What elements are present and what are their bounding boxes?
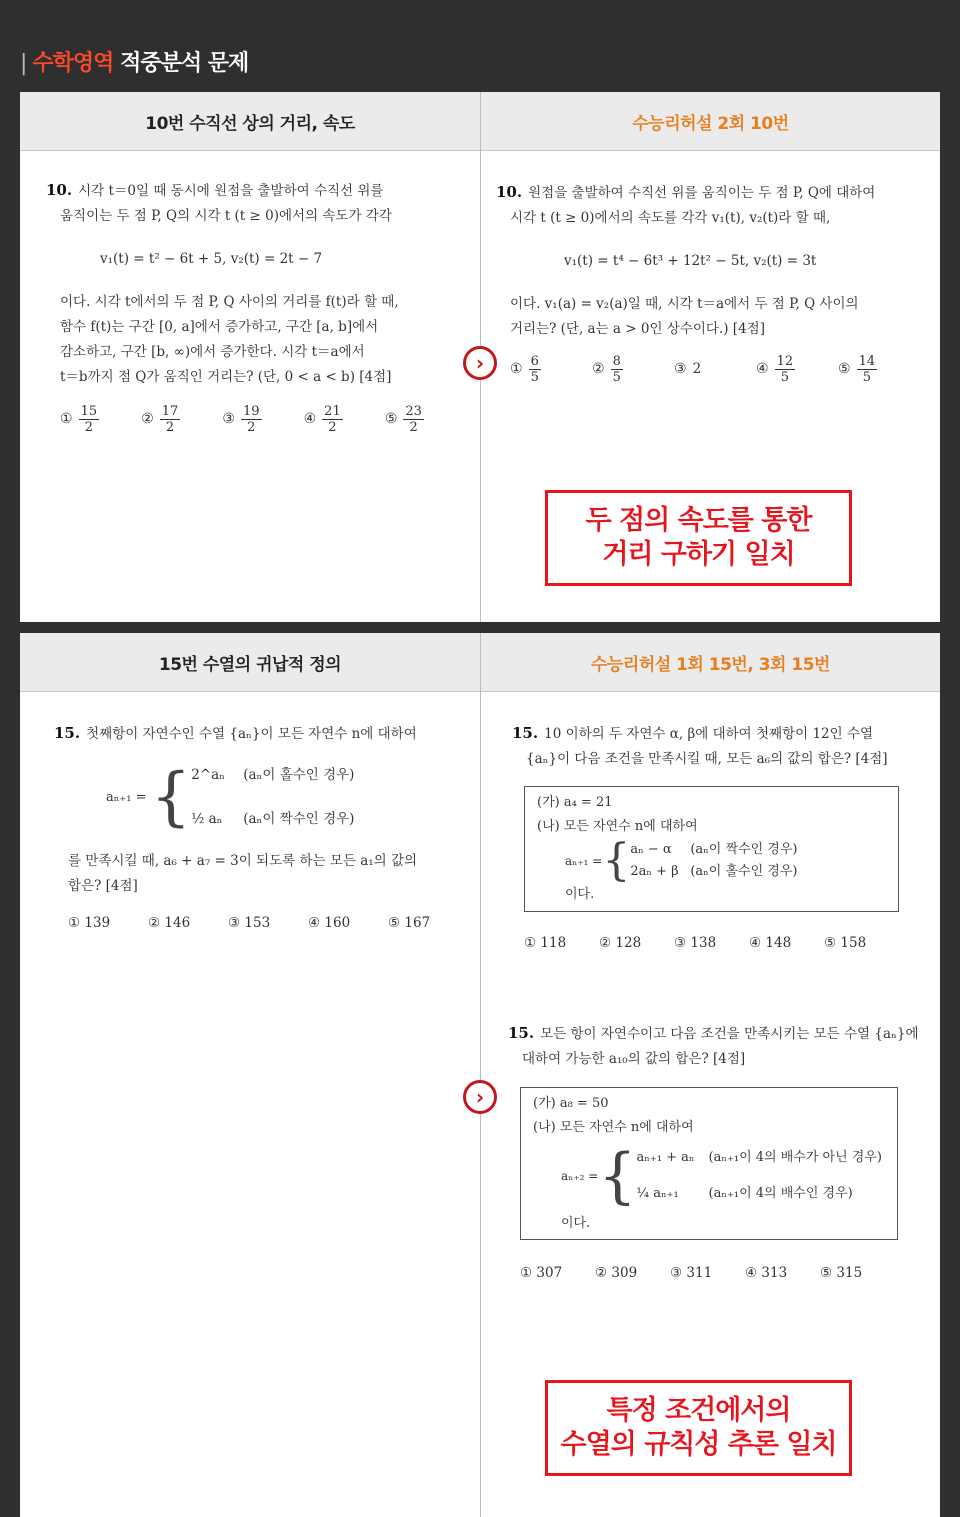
numerator: 14 (858, 354, 876, 369)
question-line: {aₙ}이 다음 조건을 만족시킬 때, 모든 a₆의 값의 합은? [4점] (526, 751, 888, 767)
rehearsal-question-15-a (512, 721, 932, 772)
fraction (403, 404, 424, 435)
formula-lhs: aₙ₊₂ = (561, 1169, 599, 1183)
case-expr: ¼ aₙ₊₁ (636, 1186, 679, 1201)
callout-line: 특정 조건에서의 (606, 1395, 791, 1426)
condition-end: 이다. (565, 887, 595, 902)
answer-choices (54, 911, 474, 936)
fraction (322, 404, 343, 435)
question-line: 를 만족시킬 때, a₆ + a₇ = 3이 되도록 하는 모든 a₁의 값의 (68, 853, 418, 869)
question-line: 이다. v₁(a) = v₂(a)일 때, 시각 t＝a에서 두 점 P, Q 사이의 (510, 296, 859, 312)
case-cond: (aₙ이 홀수인 경우) (243, 767, 355, 783)
condition-line: (가) a₈ = 50 (533, 1096, 609, 1111)
question-line: 함수 f(t)는 구간 [0, a]에서 증가하고, 구간 [a, b]에서 (60, 319, 379, 335)
choice-mark: ② (141, 411, 154, 427)
fraction (241, 404, 262, 435)
question-number: 15. (512, 724, 539, 742)
formula-cases (630, 839, 797, 883)
piecewise-formula (537, 835, 886, 886)
numerator: 15 (80, 404, 98, 419)
answer-choice: ⑤ 158 (824, 935, 867, 951)
callout-line: 두 점의 속도를 통한 (585, 505, 812, 536)
answer-choices (520, 1261, 895, 1286)
question-number: 15. (54, 724, 81, 742)
answer-choice (222, 404, 303, 435)
question-line: 모든 항이 자연수이고 다음 조건을 만족시키는 모든 수열 {aₙ}에 (540, 1026, 919, 1042)
denominator: 5 (780, 370, 789, 385)
choice-mark: ② (592, 361, 605, 377)
title-bar: | (20, 51, 27, 76)
answer-choice: ⑤ 315 (820, 1265, 863, 1281)
numerator: 6 (530, 354, 539, 369)
answer-choices (524, 931, 899, 956)
answer-choice: ② 146 (148, 915, 191, 931)
answer-choice: ③ 311 (670, 1265, 713, 1281)
answer-choice: ④ 160 (308, 915, 351, 931)
choice-mark: ③ (222, 411, 235, 427)
chevron-right-icon: › (463, 346, 497, 380)
answer-choice: ⑤ 167 (388, 915, 431, 931)
question-line: 시각 t (t ≥ 0)에서의 속도를 각각 v₁(t), v₂(t)라 할 때, (510, 210, 831, 226)
denominator: 2 (409, 420, 418, 435)
choice-mark: ⑤ (384, 411, 398, 427)
match-callout (545, 1380, 852, 1476)
denominator: 5 (530, 370, 539, 385)
answer-choices (46, 404, 466, 435)
rehearsal-question-15-b (508, 1021, 938, 1072)
case-expr: aₙ₊₁ + aₙ (636, 1150, 695, 1165)
answer-choice (838, 354, 920, 385)
formula-lhs: aₙ₊₁ = (106, 789, 147, 805)
numerator: 21 (324, 404, 341, 419)
answer-choice: ③ 138 (674, 935, 717, 951)
answer-choices (496, 354, 926, 385)
choice-value: 2 (692, 361, 702, 377)
fraction (611, 354, 623, 385)
choice-mark: ③ (674, 361, 687, 377)
numerator: 23 (405, 404, 422, 419)
choice-mark: ① (60, 411, 73, 427)
case-expr: 2^aₙ (191, 767, 225, 783)
comparison-panel-2 (20, 633, 940, 1517)
case-cond: (aₙ₊₁이 4의 배수가 아닌 경우) (708, 1150, 882, 1165)
answer-choice (510, 354, 592, 385)
answer-choice: ① 307 (520, 1265, 563, 1281)
question-formula: v₁(t) = t² − 6t + 5, v₂(t) = 2t − 7 (100, 251, 323, 267)
brace-icon: { (150, 760, 192, 834)
case-expr: 2aₙ + β (630, 864, 679, 879)
callout-line: 수열의 규칙성 추론 일치 (560, 1429, 837, 1460)
title-accent: 수학영역 (32, 51, 114, 76)
answer-choice (592, 354, 674, 385)
answer-choice: ① 139 (68, 915, 111, 931)
answer-choice: ④ 148 (749, 935, 792, 951)
chevron-right-icon: › (463, 1080, 497, 1114)
answer-choice (60, 404, 141, 435)
answer-choice: ② 128 (599, 935, 642, 951)
condition-line: (나) 모든 자연수 n에 대하여 (533, 1120, 694, 1135)
piecewise-formula (106, 753, 474, 841)
answer-choice (141, 404, 222, 435)
question-line: 움직이는 두 점 P, Q의 시각 t (t ≥ 0)에서의 속도가 각각 (60, 208, 392, 224)
question-number: 10. (496, 183, 523, 201)
question-line: 감소하고, 구간 [b, ∞)에서 증가한다. 시각 t＝a에서 (60, 344, 365, 360)
question-formula: v₁(t) = t⁴ − 6t³ + 12t² − 5t, v₂(t) = 3t (564, 253, 817, 269)
column-divider (480, 633, 481, 1517)
case-cond: (aₙ이 홀수인 경우) (690, 864, 798, 879)
denominator: 2 (328, 420, 337, 435)
fraction (529, 354, 541, 385)
rehearsal-question-header: 수능리허설 2회 10번 (481, 92, 940, 151)
rehearsal-question-header: 수능리허설 1회 15번, 3회 15번 (481, 633, 940, 692)
condition-line: (가) a₄ = 21 (537, 795, 613, 810)
question-line: 10 이하의 두 자연수 α, β에 대하여 첫째항이 12인 수열 (544, 726, 874, 742)
denominator: 2 (84, 420, 93, 435)
question-line: 거리는? (단, a는 a > 0인 상수이다.) [4점] (510, 321, 765, 337)
case-cond: (aₙ₊₁이 4의 배수인 경우) (708, 1186, 853, 1201)
choice-mark: ⑤ (838, 361, 851, 377)
page-title (20, 46, 248, 77)
fraction (160, 404, 181, 435)
answer-choice (385, 404, 466, 435)
question-line: 이다. 시각 t에서의 두 점 P, Q 사이의 거리를 f(t)라 할 때, (60, 294, 399, 310)
brace-icon: { (598, 1141, 637, 1211)
formula-lhs: aₙ₊₁ = (565, 854, 603, 868)
fraction (79, 404, 100, 435)
condition-box (524, 786, 899, 912)
condition-line: (나) 모든 자연수 n에 대하여 (537, 819, 698, 834)
fraction (857, 354, 878, 385)
comparison-panel-1 (20, 92, 940, 622)
question-line: 첫째항이 자연수인 수열 {aₙ}이 모든 자연수 n에 대하여 (86, 726, 417, 742)
answer-choice: ③ 153 (228, 915, 271, 931)
question-number: 15. (508, 1024, 535, 1042)
exam-question-header: 10번 수직선 상의 거리, 속도 (20, 92, 480, 151)
formula-cases (637, 1140, 882, 1212)
numerator: 17 (161, 404, 179, 419)
question-line: 원점을 출발하여 수직선 위를 움직이는 두 점 P, Q에 대하여 (528, 185, 876, 201)
question-line: 합은? [4점] (68, 878, 138, 894)
numerator: 12 (776, 354, 794, 369)
condition-end: 이다. (561, 1216, 591, 1231)
exam-question-10 (46, 178, 466, 435)
answer-choice (756, 354, 838, 385)
case-expr: aₙ − α (630, 842, 672, 857)
callout-line: 거리 구하기 일치 (602, 539, 795, 570)
denominator: 5 (862, 370, 871, 385)
question-number: 10. (46, 181, 73, 199)
match-callout (545, 490, 852, 586)
numerator: 8 (612, 354, 621, 369)
question-line: t＝b까지 점 Q가 움직인 거리는? (단, 0 < a < b) [4점] (60, 369, 392, 385)
answer-choice (674, 354, 756, 385)
numerator: 19 (242, 404, 260, 419)
formula-cases (191, 753, 354, 841)
choice-mark: ④ (303, 411, 317, 427)
piecewise-formula (533, 1140, 885, 1212)
question-line: 대하여 가능한 a₁₀의 값의 합은? [4점] (522, 1051, 746, 1067)
case-cond: (aₙ이 짝수인 경우) (690, 842, 798, 857)
answer-choice: ① 118 (524, 935, 567, 951)
denominator: 2 (247, 420, 256, 435)
case-cond: (aₙ이 짝수인 경우) (243, 811, 355, 827)
brace-icon: { (602, 835, 631, 886)
exam-question-header: 15번 수열의 귀납적 정의 (20, 633, 480, 692)
answer-choice (304, 404, 385, 435)
exam-question-15 (54, 721, 474, 936)
answer-choice: ② 309 (595, 1265, 638, 1281)
denominator: 5 (612, 370, 621, 385)
rehearsal-question-10 (496, 180, 926, 385)
choice-mark: ① (510, 361, 523, 377)
choice-mark: ④ (756, 361, 769, 377)
title-rest: 적중분석 문제 (113, 51, 249, 76)
question-line: 시각 t＝0일 때 동시에 원점을 출발하여 수직선 위를 (78, 183, 384, 199)
case-expr: ½ aₙ (191, 811, 223, 827)
answer-choice: ④ 313 (745, 1265, 788, 1281)
denominator: 2 (165, 420, 175, 435)
condition-box (520, 1087, 898, 1240)
fraction (775, 354, 796, 385)
